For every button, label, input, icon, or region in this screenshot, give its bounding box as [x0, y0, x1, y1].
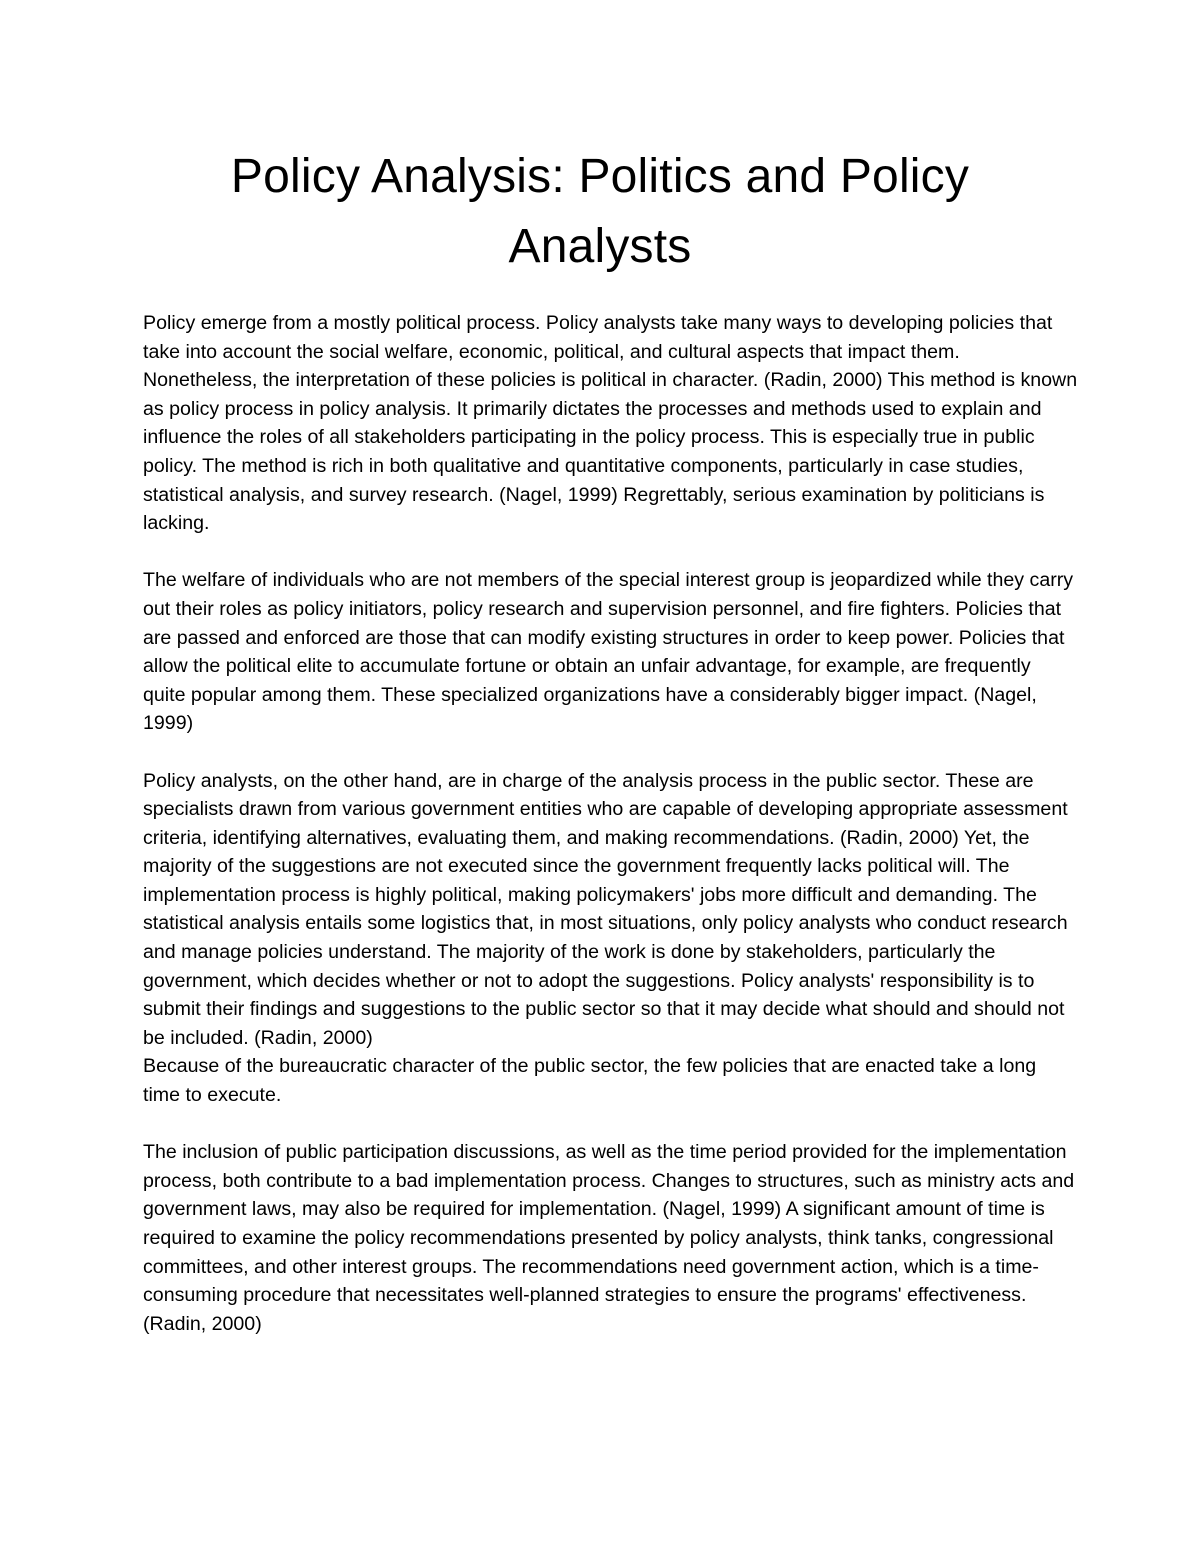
paragraph-5: The inclusion of public participation discussions, as well as the time period provided for the implementation process, both contribute to a bad implementation process. Changes to structures, such as ministry acts and government laws, may also be required for implementation. (Nagel, 1999) A significant amount of time is required to examine the policy recommendations presented by policy analysts, think tanks, congressional committees, and other interest groups. The recommendations need government action, which is a time-consuming procedure that necessitates well-planned strategies to ensure the programs' effectiveness. (Radin, 2000)	[143, 1141, 1075, 1335]
document-body	[143, 309, 1078, 1338]
title-line-1: Policy Analysis: Politics and Policy	[230, 150, 970, 203]
title-line-2: Analysts	[508, 220, 692, 273]
page-title	[140, 142, 1060, 282]
paragraph-spacer	[143, 538, 1078, 567]
paragraph-3: Policy analysts, on the other hand, are in charge of the analysis process in the public sector. These are specialists drawn from various government entities who are capable of developing appropriate assessment criteria, identifying alternatives, evaluating them, and making recommendations. (Radin, 2000) Yet, the majority of the suggestions are not executed since the government frequently lacks political will. The implementation process is highly political, making policymakers' jobs more difficult and demanding. The statistical analysis entails some logistics that, in most situations, only policy analysts who conduct research and manage policies understand. The majority of the work is done by stakeholders, particularly the government, which decides whether or not to adopt the suggestions. Policy analysts' responsibility is to submit their findings and suggestions to the public sector so that it may decide what should and should not be included. (Radin, 2000)	[143, 769, 1068, 1049]
paragraph-2: The welfare of individuals who are not members of the special interest group is jeopardized while they carry out their roles as policy initiators, policy research and supervision personnel, and fire fighters. Policies that are passed and enforced are those that can modify existing structures in order to keep power. Policies that allow the political elite to accumulate fortune or obtain an unfair advantage, for example, are frequently quite popular among them. These specialized organizations have a considerably bigger impact. (Nagel, 1999)	[143, 569, 1074, 735]
paragraph-1: Policy emerge from a mostly political process. Policy analysts take many ways to developing policies that take into account the social welfare, economic, political, and cultural aspects that impact them. Nonetheless, the interpretation of these policies is political in character. (Radin, 2000) This method is known as policy process in policy analysis. It primarily dictates the processes and methods used to explain and influence the roles of all stakeholders participating in the policy process. This is especially true in public policy. The method is rich in both qualitative and quantitative components, particularly in case studies, statistical analysis, and survey research. (Nagel, 1999) Regrettably, serious examination by politicians is lacking.	[143, 312, 1078, 535]
paragraph-spacer	[143, 1110, 1078, 1139]
paragraph-4: Because of the bureaucratic character of the public sector, the few policies that are enacted take a long time to execute.	[143, 1055, 1037, 1107]
paragraph-spacer	[143, 738, 1078, 767]
